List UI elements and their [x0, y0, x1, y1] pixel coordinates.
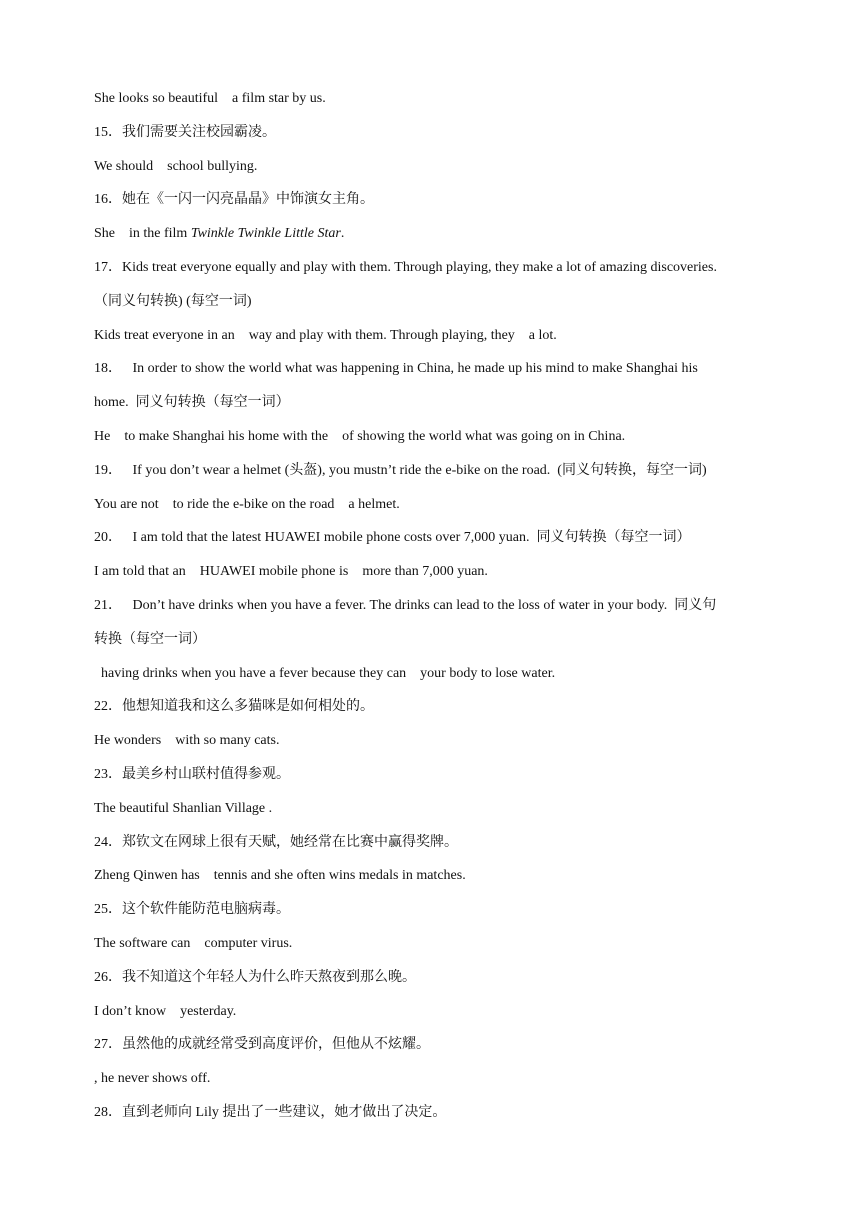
answer-line: Zheng Qinwen has tennis and she often wins medals in matches. [94, 868, 466, 884]
question-28: 28．直到老师向 Lily 提出了一些建议，她才做出了决定。 [94, 1104, 447, 1120]
answer-line: You are not to ride the e-bike on the road a helmet. [94, 496, 400, 512]
answer-line: The beautiful Shanlian Village . [94, 800, 273, 816]
question-25: 25．这个软件能防范电脑病毒。 [94, 902, 290, 918]
document-page [94, 88, 784, 1136]
question-16: 16．她在《一闪一闪亮晶晶》中饰演女主角。 [94, 192, 374, 208]
question-23: 23．最美乡村山联村值得参观。 [94, 766, 290, 782]
answer-line: We should school bullying. [94, 158, 258, 174]
answer-line: I don’t know yesterday. [94, 1003, 237, 1019]
answer-text: . [340, 226, 345, 242]
answer-line: having drinks when you have a fever because they can your body to lose water. [94, 665, 556, 681]
answer-line [94, 223, 784, 257]
answer-line: The software can computer virus. [94, 935, 293, 951]
question-17-instruction: （同义句转换) (每空一词) [94, 293, 252, 309]
question-17: 17．Kids treat everyone equally and play with them. Through playing, they make a lot of amazing discoveries. [94, 259, 717, 275]
answer-line: She looks so beautiful a film star by us. [94, 91, 326, 106]
question-22: 22．他想知道我和这么多猫咪是如何相处的。 [94, 699, 374, 715]
film-title: Twinkle Twinkle Little Star [190, 226, 341, 242]
question-18: 18． In order to show the world what was happening in China, he made up his mind to make Shanghai his [94, 361, 698, 377]
question-19: 19． If you don’t wear a helmet (头盔), you mustn’t ride the e-bike on the road. (同义句转换，每空一词) [94, 462, 707, 478]
answer-line: Kids treat everyone in an way and play with them. Through playing, they a lot. [94, 327, 557, 343]
question-27: 27．虽然他的成就经常受到高度评价，但他从不炫耀。 [94, 1037, 430, 1053]
question-21: 21． Don’t have drinks when you have a fever. The drinks can lead to the loss of water in your body. 同义句 [94, 597, 717, 613]
answer-text: She in the film [94, 226, 191, 242]
question-24: 24．郑钦文在网球上很有天赋，她经常在比赛中赢得奖牌。 [94, 834, 458, 850]
question-15: 15．我们需要关注校园霸凌。 [94, 124, 276, 140]
question-26: 26．我不知道这个年轻人为什么昨天熬夜到那么晚。 [94, 969, 416, 985]
answer-line: He wonders with so many cats. [94, 733, 280, 749]
question-21-cont: 转换（每空一词） [94, 631, 206, 647]
answer-line: , he never shows off. [94, 1071, 211, 1087]
question-18-cont: home. 同义句转换（每空一词） [94, 395, 290, 411]
question-20: 20． I am told that the latest HUAWEI mobile phone costs over 7,000 yuan. 同义句转换（每空一词） [94, 530, 691, 546]
answer-line: He to make Shanghai his home with the of showing the world what was going on in China. [94, 428, 626, 444]
answer-line: I am told that an HUAWEI mobile phone is more than 7,000 yuan. [94, 564, 488, 580]
